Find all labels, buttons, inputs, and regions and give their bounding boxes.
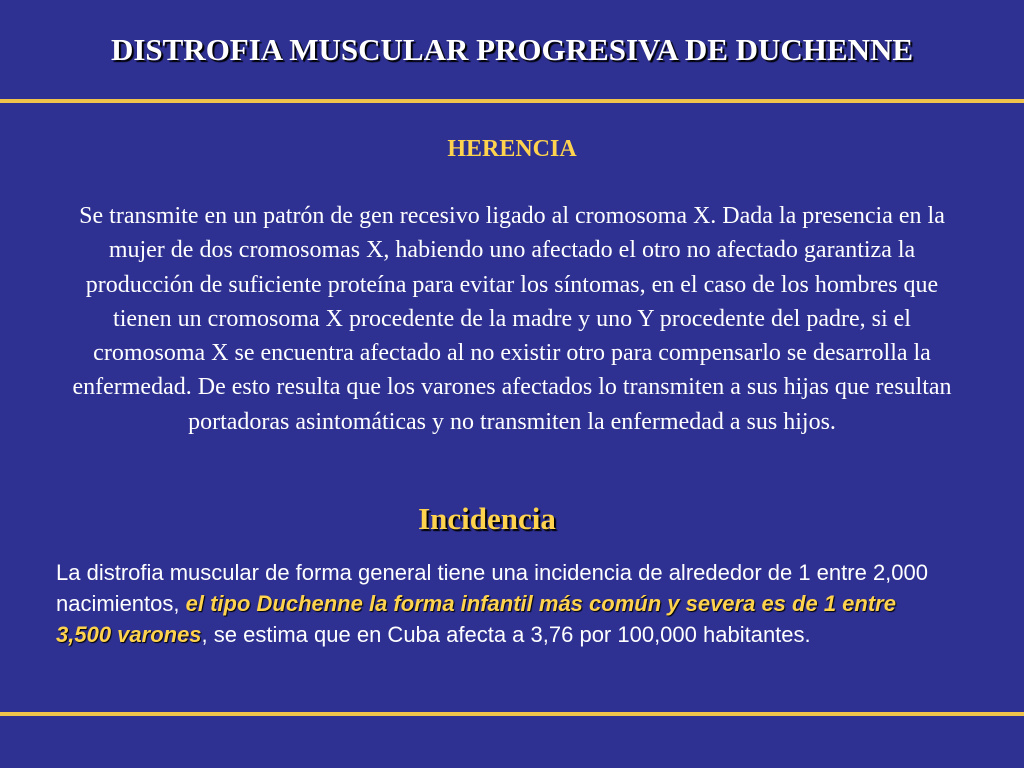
top-divider — [0, 99, 1024, 103]
incidencia-text-start: La distrofia muscular de forma general tiene una incidencia de alrededor de 1 entre 2,000 nacimientos, — [56, 560, 928, 616]
herencia-paragraph: Se transmite en un patrón de gen recesivo ligado al cromosoma X. Dada la presencia en la mujer de dos cromosomas X, habiendo uno afectado el otro no afectado garantiza la producción de suficiente proteína para evitar los síntomas, en el caso de los hombres que tienen un cromosoma X procedente de la madre y uno Y procedente del padre, si el cromosoma X se encuentra afectado al no existir otro para compensarlo se desarrolla la enfermedad. De esto resulta que los varones afectados lo transmiten a sus hijas que resultan portadoras asintomáticas y no transmiten la enfermedad a sus hijos. — [72, 203, 952, 435]
bottom-divider — [0, 712, 1024, 716]
incidencia-emphasis: el tipo Duchenne la forma infantil más común y severa es de 1 entre 3,500 varones — [56, 591, 896, 647]
herencia-heading: HERENCIA — [447, 136, 577, 162]
incidencia-heading: Incidencia — [418, 501, 556, 536]
incidencia-paragraph — [56, 557, 956, 650]
slide-title: DISTROFIA MUSCULAR PROGRESIVA DE DUCHENNE — [110, 32, 914, 67]
incidencia-text-end: , se estima que en Cuba afecta a 3,76 por 100,000 habitantes. — [201, 622, 811, 647]
